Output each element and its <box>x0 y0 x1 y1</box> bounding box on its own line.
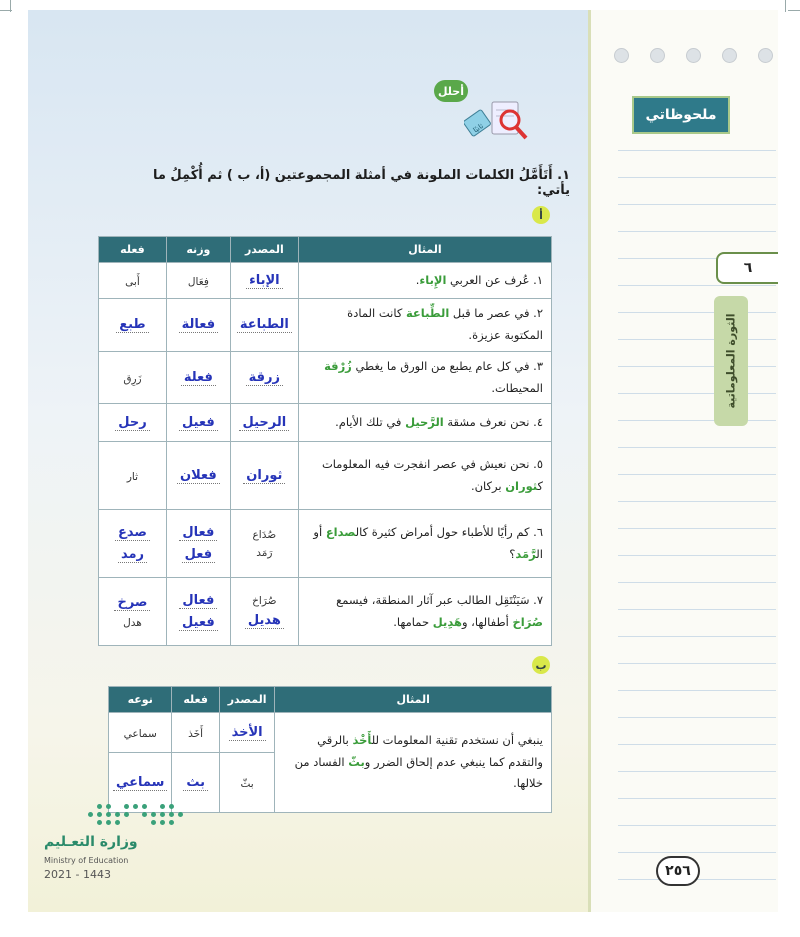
printed-text: أَخَذ <box>188 727 204 740</box>
printed-text: رَمَد <box>256 546 273 559</box>
answer-text: رمد <box>118 547 147 563</box>
ruled-line <box>618 393 776 394</box>
table-row <box>99 578 552 646</box>
wazn-cell <box>166 351 230 404</box>
emblem-dot <box>106 804 111 809</box>
crop-mark <box>785 0 786 12</box>
page-number: ٢٥٦ <box>656 856 700 886</box>
highlight-word: ثوران <box>505 478 538 493</box>
ruled-line <box>618 312 776 313</box>
answer-text: فعيل <box>179 415 218 431</box>
emblem-dot <box>160 804 165 809</box>
printed-text: زَرِق <box>123 372 142 385</box>
answer-text: فعل <box>182 547 215 563</box>
analysis-magnifier-icon <box>464 96 534 144</box>
answer-text: الرحيل <box>239 415 289 431</box>
masdar-cell <box>219 713 275 753</box>
ministry-logo <box>44 800 194 890</box>
ruled-line <box>618 609 776 610</box>
ruled-line <box>618 339 776 340</box>
highlight-word: الرَّحيل <box>405 414 444 429</box>
wazn-cell <box>166 442 230 510</box>
table-row <box>99 404 552 442</box>
ruled-line <box>618 231 776 232</box>
highlight-word: أَخْذ <box>352 732 372 747</box>
answer-text: فعيل <box>179 615 218 631</box>
emblem-dot <box>124 804 129 809</box>
header-type: نوعه <box>109 687 172 713</box>
emblem-dot <box>97 812 102 817</box>
answer-text: طبع <box>116 317 148 333</box>
table-row <box>109 713 552 753</box>
emblem-dot <box>142 820 147 825</box>
header-fil: فعله <box>99 237 167 263</box>
emblem-dot <box>133 820 138 825</box>
emblem-dot <box>106 812 111 817</box>
emblem-dot <box>169 804 174 809</box>
printed-text: بثّ <box>240 777 254 790</box>
ruled-line <box>618 204 776 205</box>
example-cell: ٦. كم رأيًا للأطباء حول أمراض كثيرة كالصداع أو الرَّمَد؟ <box>298 510 551 578</box>
fil-cell <box>99 510 167 578</box>
header-example: المثال <box>298 237 551 263</box>
printed-text: هدل <box>123 616 142 629</box>
emblem-dot <box>106 820 111 825</box>
example-cell: ٤. نحن نعرف مشقة الرَّحيل في تلك الأيام. <box>298 404 551 442</box>
wazn-cell <box>166 578 230 646</box>
emblem-dot <box>88 812 93 817</box>
activity-stage: ثانيًا <box>471 121 485 135</box>
emblem-dot <box>97 804 102 809</box>
emblem-dot <box>151 804 156 809</box>
highlight-word: زُرْقة <box>324 358 352 373</box>
header-fil: فعله <box>172 687 219 713</box>
answer-text: فعالة <box>179 317 219 333</box>
answer-text: الإباء <box>246 273 283 289</box>
ruled-line <box>618 150 776 151</box>
binder-hole-icon <box>614 48 629 63</box>
masdar-cell <box>230 442 298 510</box>
highlight-word: صداع <box>325 525 356 540</box>
header-wazn: وزنه <box>166 237 230 263</box>
emblem-dot <box>178 820 183 825</box>
answer-text: فعال <box>179 593 217 609</box>
printed-text: فِعَال <box>187 275 209 288</box>
fil-cell <box>99 442 167 510</box>
crop-mark <box>0 10 12 11</box>
ruled-line <box>618 474 776 475</box>
emblem-dot <box>124 812 129 817</box>
masdar-cell <box>230 351 298 404</box>
ruled-line <box>618 798 776 799</box>
ruled-line <box>618 177 776 178</box>
emblem-dot <box>133 812 138 817</box>
fil-cell <box>99 578 167 646</box>
answer-text: ثوران <box>243 468 285 484</box>
answer-text: فعلان <box>177 468 220 484</box>
example-cell: ٢. في عصر ما قبل الطِّباعة كانت المادة المكتوبة عزيزة. <box>298 299 551 352</box>
binder-hole-icon <box>722 48 737 63</box>
emblem-dot <box>151 812 156 817</box>
highlight-word: هَدِيل <box>432 614 462 629</box>
binder-hole-icon <box>650 48 665 63</box>
emblem-dot <box>142 804 147 809</box>
highlight-word: بثّ <box>348 754 365 769</box>
ruled-line <box>618 663 776 664</box>
table-row <box>99 351 552 404</box>
emblem-dot <box>115 820 120 825</box>
example-cell: ينبغي أن نستخدم تقنية المعلومات للأَخْذ بالرقي والتقدم كما ينبغي عدم إلحاق الضرر وبثّ الفساد من خلالها. <box>275 713 552 813</box>
fil-cell <box>172 713 219 753</box>
example-cell: ٥. نحن نعيش في عصر انفجرت فيه المعلومات كثوران بركان. <box>298 442 551 510</box>
ruled-line <box>618 366 776 367</box>
header-example: المثال <box>275 687 552 713</box>
ruled-line <box>618 555 776 556</box>
ruled-line <box>618 447 776 448</box>
answer-text: هديل <box>245 613 284 629</box>
printed-text: سماعي <box>123 727 157 740</box>
emblem-dot <box>115 804 120 809</box>
emblem-dot <box>160 820 165 825</box>
fil-cell <box>99 263 167 299</box>
answer-text: صرخ <box>114 595 150 611</box>
emblem-dot <box>169 812 174 817</box>
printed-text: صُدَاع <box>252 528 277 541</box>
printed-text: أَبى <box>125 275 140 288</box>
activity-badge: أحلل <box>434 80 468 102</box>
ruled-line <box>618 636 776 637</box>
table-row <box>99 263 552 299</box>
masdar-cell <box>230 510 298 578</box>
example-cell: ١. عُرف عن العربي الإِباء. <box>298 263 551 299</box>
example-cell: ٧. سَيَنْتَقِل الطالب عبر آثار المنطقة، فيسمع صُرَاخ أطفالها، وهَدِيل حمامها. <box>298 578 551 646</box>
ruled-line <box>618 582 776 583</box>
emblem-dot <box>133 804 138 809</box>
group-a-table <box>98 236 552 646</box>
emblem-dot <box>142 812 147 817</box>
ruled-line <box>618 285 776 286</box>
ruled-line <box>618 771 776 772</box>
unit-title-tab <box>714 296 748 426</box>
binder-hole-icon <box>686 48 701 63</box>
masdar-cell <box>230 263 298 299</box>
masdar-cell <box>230 578 298 646</box>
highlight-word: الإِباء <box>419 272 447 287</box>
ruled-line <box>618 690 776 691</box>
highlight-word: الطِّباعة <box>405 306 450 320</box>
masdar-cell <box>230 404 298 442</box>
group-a-marker: أ <box>532 206 550 224</box>
ruled-line <box>618 501 776 502</box>
ministry-arabic: وزارة التعـليم <box>44 834 138 850</box>
header-masdar: المصدر <box>230 237 298 263</box>
wazn-cell <box>166 404 230 442</box>
wazn-cell <box>166 510 230 578</box>
emblem-dot <box>151 820 156 825</box>
emblem-dot <box>178 804 183 809</box>
emblem-dot <box>124 820 129 825</box>
highlight-word: صُرَاخ <box>512 614 543 629</box>
ministry-english: Ministry of Education <box>44 856 129 865</box>
printed-text: ثار <box>126 470 139 483</box>
answer-text: صدع <box>115 525 150 541</box>
wazn-cell <box>166 299 230 352</box>
unit-number: ٦ <box>716 252 778 284</box>
ministry-emblem-icon <box>88 804 184 825</box>
fil-cell <box>99 404 167 442</box>
ruled-line <box>618 717 776 718</box>
printed-text: صُرَاخ <box>252 594 277 607</box>
group-b-marker: ب <box>532 656 550 674</box>
header-masdar: المصدر <box>219 687 275 713</box>
ruled-line <box>618 852 776 853</box>
answer-text: زرقة <box>246 370 283 386</box>
ruled-line <box>618 744 776 745</box>
notes-label: ملحوظاتي <box>632 96 730 134</box>
answer-text: بث <box>183 775 208 791</box>
emblem-dot <box>169 820 174 825</box>
answer-text: الطباعة <box>237 317 292 333</box>
unit-title: الثورة المعلوماتية <box>724 313 738 409</box>
masdar-cell <box>230 299 298 352</box>
masdar-cell <box>219 753 275 813</box>
emblem-dot <box>88 804 93 809</box>
binder-hole-icon <box>758 48 773 63</box>
ruled-line <box>618 825 776 826</box>
table-row <box>99 442 552 510</box>
fil-cell <box>99 351 167 404</box>
group-b-table <box>108 686 552 813</box>
emblem-dot <box>178 812 183 817</box>
answer-text: فعال <box>179 525 217 541</box>
emblem-dot <box>115 812 120 817</box>
crop-mark <box>788 10 800 11</box>
notes-sidebar <box>588 10 778 912</box>
wazn-cell <box>166 263 230 299</box>
ruled-line <box>618 420 776 421</box>
example-cell: ٣. في كل عام يطبع من الورق ما يغطي زُرْقة المحيطات. <box>298 351 551 404</box>
emblem-dot <box>88 820 93 825</box>
ruled-line <box>618 528 776 529</box>
type-cell <box>109 713 172 753</box>
fil-cell <box>99 299 167 352</box>
answer-text: الأخذ <box>229 725 266 741</box>
answer-text: فعلة <box>181 370 216 386</box>
highlight-word: رَّمَد <box>515 546 537 561</box>
table-row <box>99 510 552 578</box>
answer-text: رحل <box>115 415 149 431</box>
table-row <box>99 299 552 352</box>
question-text: ١. أَتَأَمَّلُ الكلمات الملونة في أمثلة المجموعتين (أ، ب ) ثم أُكْمِلُ ما يأتي: <box>152 168 570 198</box>
emblem-dot <box>160 812 165 817</box>
emblem-dot <box>97 820 102 825</box>
answer-text: سماعي <box>113 775 167 791</box>
ministry-year: 2021 - 1443 <box>44 868 111 881</box>
